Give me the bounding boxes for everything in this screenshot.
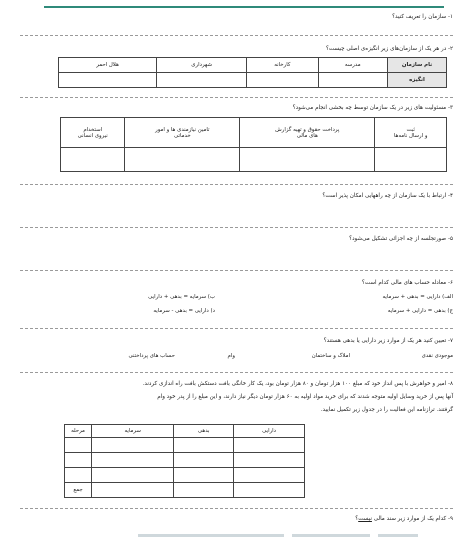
answer-cell[interactable]: [247, 73, 318, 88]
answer-cell[interactable]: [125, 148, 240, 172]
divider: [20, 35, 453, 36]
table-cell: هلال احمر: [59, 58, 157, 73]
answer-cell[interactable]: [61, 148, 125, 172]
answer-cell[interactable]: [318, 73, 387, 88]
table-header-cell: سرمایه: [92, 425, 174, 438]
answer-cell[interactable]: [234, 453, 305, 468]
question-7: ۷- تعیین کنید هر یک از موارد زیر دارایی یا بدهی هستند؟: [323, 338, 453, 344]
header-line: خدماتی: [173, 132, 191, 139]
header-line: های مالی: [296, 132, 318, 139]
divider: [20, 270, 453, 271]
table-header-cell: [61, 118, 125, 148]
question-8-line-2: آنها پس از خرید وسایل اولیه متوجه شدند که برای خرید مواد اولیه به ۶۰ هزار تومان دیگر نیاز دارند، و این مبلغ را از پدر خود وام: [157, 394, 453, 400]
answer-cell[interactable]: [240, 148, 375, 172]
option-a[interactable]: الف) دارایی = بدهی + سرمایه: [382, 294, 453, 300]
answer-cell[interactable]: [157, 73, 247, 88]
answer-cell[interactable]: [92, 483, 174, 498]
question-8-line-3: گرفتند. ترازنامه این فعالیت را در جدول زیر تکمیل نمایید.: [320, 407, 453, 413]
question-3: ۳- مسئولیت های زیر در یک سازمان توسط چه بخشی انجام می‌شود؟: [292, 105, 453, 111]
option-c[interactable]: ج) بدهی = دارایی + سرمایه: [387, 308, 453, 314]
question-9-suffix: ؟: [355, 516, 359, 522]
table-header-cell: مرحله: [65, 425, 92, 438]
divider: [20, 184, 453, 185]
table-header-cell: [125, 118, 240, 148]
divider: [20, 97, 453, 98]
answer-cell[interactable]: [174, 453, 234, 468]
answer-cell[interactable]: [174, 468, 234, 483]
answer-cell[interactable]: [234, 438, 305, 453]
header-line: پرداخت حقوق و تهیه گزارش: [275, 126, 340, 133]
answer-cell[interactable]: [174, 483, 234, 498]
item-cash: موجودی نقدی: [421, 353, 453, 359]
answer-cell[interactable]: [92, 453, 174, 468]
table-header-cell: بدهی: [174, 425, 234, 438]
answer-cell[interactable]: [234, 468, 305, 483]
table-row-header: نام سازمان: [388, 58, 447, 73]
answer-cell[interactable]: [92, 438, 174, 453]
table-cell: شهرداری: [157, 58, 247, 73]
answer-cell[interactable]: [65, 453, 92, 468]
option-d[interactable]: د) دارایی = بدهی - سرمایه: [153, 308, 215, 314]
header-line: استخدام: [83, 126, 103, 133]
bottom-bar-segment: [292, 534, 370, 537]
question-8-line-1: ۸- امیر و خواهرش با پس انداز خود که مبلغ ۱۰۰ هزار تومان و ۸۰ هزار تومان بود، یک کار خانگی بافت دستکش بافت راه اندازی کردند.: [142, 381, 453, 387]
answer-cell[interactable]: [65, 468, 92, 483]
table-header-cell: دارایی: [234, 425, 305, 438]
table-cell: مدرسه: [318, 58, 387, 73]
table-row-header: انگیزه: [388, 73, 447, 88]
divider: [20, 508, 453, 509]
item-loan: وام: [227, 353, 235, 359]
answer-cell[interactable]: [375, 148, 447, 172]
balance-sheet-table: [64, 424, 305, 498]
header-line: ثبت: [406, 126, 415, 133]
divider: [20, 372, 453, 373]
question-2: ۲- در هر یک از سازمان‌های زیر انگیزه‌ی اصلی چیست؟: [325, 46, 453, 52]
answer-cell[interactable]: [59, 73, 157, 88]
question-9-prefix: ۹- کدام یک از موارد زیر سند مالی: [373, 516, 453, 522]
answer-cell[interactable]: [174, 438, 234, 453]
question-4: ۴- ارتباط با یک سازمان از چه راههایی امکان پذیر است؟: [322, 193, 453, 199]
organization-motive-table: [58, 57, 447, 88]
bottom-bar-segment: [138, 534, 284, 537]
question-9-emphasis: نیست: [358, 516, 372, 522]
header-line: و ارسال نامه‌ها: [393, 132, 428, 139]
header-accent-rule: [44, 6, 444, 8]
item-payables: حساب های پرداختنی: [128, 353, 175, 359]
header-line: تامین نیازمندی ها و امور: [155, 126, 210, 133]
header-line: نیروی انسانی: [77, 132, 108, 139]
answer-cell[interactable]: [65, 438, 92, 453]
question-9: [355, 516, 453, 522]
table-header-cell: [375, 118, 447, 148]
responsibility-table: [60, 117, 447, 172]
answer-cell[interactable]: [234, 483, 305, 498]
question-6: ۶- معادله حساب های مالی کدام است؟: [361, 280, 453, 286]
question-5: ۵- صورتجلسه از چه اجزائی تشکیل می‌شود؟: [349, 236, 453, 242]
total-label: جمع: [65, 483, 92, 498]
divider: [20, 227, 453, 228]
table-header-cell: [240, 118, 375, 148]
answer-cell[interactable]: [92, 468, 174, 483]
table-cell: کارخانه: [247, 58, 318, 73]
item-property: املاک و ساختمان: [311, 353, 350, 359]
question-1: ۱- سازمان را تعریف کنید؟: [392, 14, 453, 20]
divider: [20, 328, 453, 329]
option-b[interactable]: ب) سرمایه = بدهی + دارایی: [148, 294, 215, 300]
bottom-bar-segment: [378, 534, 418, 537]
